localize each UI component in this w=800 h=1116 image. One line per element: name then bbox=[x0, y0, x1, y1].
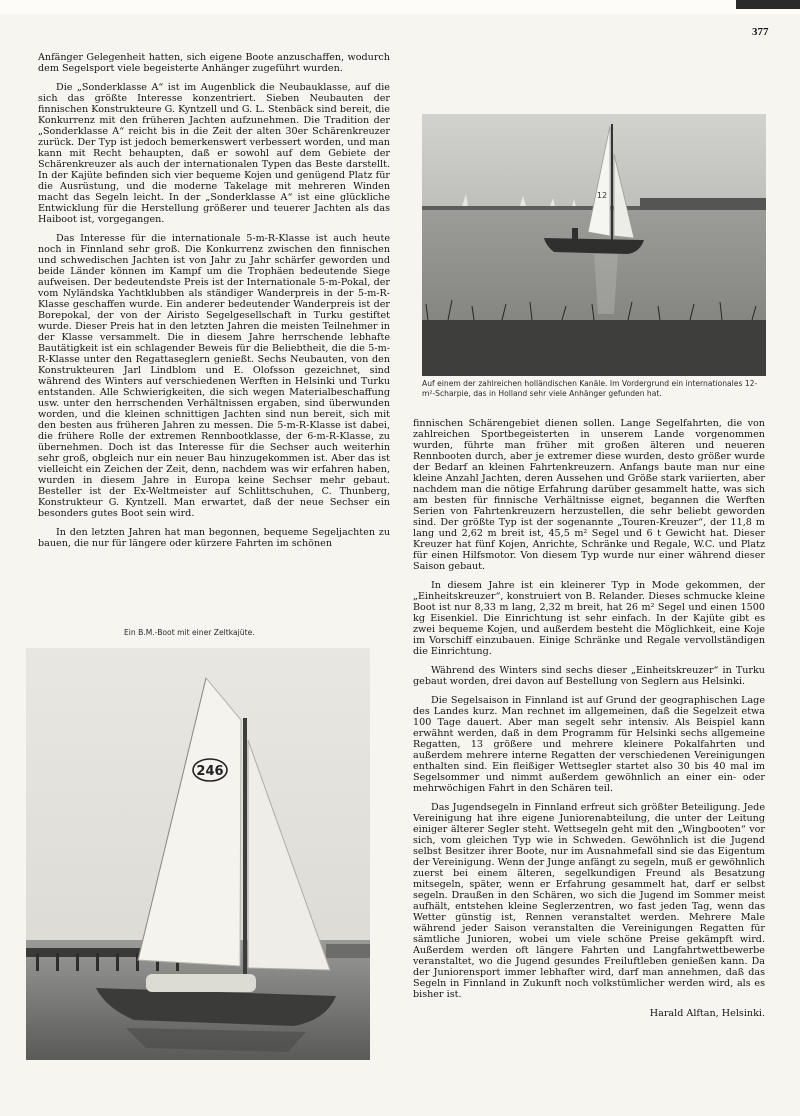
paragraph: Das Jugendsegeln in Finnland erfreut sich größter Beteiligung. Jede Vereinigung hat ihre eigene Juniorenabteilung, die unter der Leitung einiger älterer Segler steht. Wettsegeln geht mit den „Wingbooten“ vor sich, vom gleichen Typ wie in Schweden. Gewöhnlich ist die Jugend selbst Besitzer ihrer Boote, nur im Ausnahmefall sind sie das Eigentum der Vereinigung. Wenn der Junge anfängt zu segeln, muß er gewöhnlich zuerst bei einem älteren, segelkundigen Freund als Besatzung mitsegeln, später, wenn er Erfahrung gesammelt hat, darf er selbst segeln. Draußen in den Schären, wo sich die Jugend im Sommer meist aufhält, entstehen kleine Seglerzentren, wo fast jeden Tag, wenn das Wetter günstig ist, Rennen veranstaltet werden. Mehrere Male während jeder Saison veranstalten die Vereinigungen Regatten für sämtliche Junioren, wobei um viele schöne Preise gekämpft wird. Außerdem werden oft längere Fahrten und Langfahrtwettbewerbe veranstaltet, wo die Jugend gesundes Freiluftleben genießen kann. Da der Juniorensport immer lebhafter wird, darf man annehmen, daß das Segeln in Finnland in Zukunft noch volkstümlicher werden wird, als es bisher ist. bbox=[413, 802, 765, 1000]
paragraph: Das Interesse für die internationale 5-m-R-Klasse ist auch heute noch in Finnland sehr groß. Die Konkurrenz zwischen den finnischen und schwedischen Jachten ist von Jahr zu Jahr schärfer geworden und beide Länder können im Kampf um die Trophäen bedeutende Siege aufweisen. Der bedeutendste Preis ist der Internationale 5-m-Pokal, der vom Nyländska Yachtklubben als ständiger Wanderpreis in der 5-m-R-Klasse geschaffen wurde. Ein anderer bedeutender Wanderpreis ist der Borepokal, der von der Airisto Segelgesellschaft in Turku gestiftet wurde. Dieser Preis hat in den letzten Jahren die meisten Teilnehmer in der Klasse versammelt. Die in diesem Jahre herrschende lebhafte Bautätigkeit ist ein schlagender Beweis für die Beliebtheit, die die 5-m-R-Klasse unter den Regattaseglern genießt. Sechs Neubauten, von den Konstrukteuren Jarl Lindblom und E. Olofsson gezeichnet, sind während des Winters auf verschiedenen Werften in Helsinki und Turku entstanden. Alle Schwierigkeiten, die sich wegen Materialbeschaffung usw. unter den herrschenden Verhältnissen ergaben, sind überwunden worden, und die kleinen schnittigen Jachten sind nun bereit, sich mit den besten aus früheren Jahren zu messen. Die 5-m-R-Klasse ist dabei, die frühere Rolle der extremen Rennbootklasse, der 6-m-R-Klasse, zu übernehmen. Doch ist das Interesse für die Sechser auch weiterhin sehr groß, obgleich nur ein neuer Bau hinzugekommen ist. Aber das ist vielleicht ein Zeichen der Zeit, denn, nachdem was wir erfahren haben, wurden in diesem Jahre in Europa keine Sechser mehr gebaut. Besteller ist der Ex-Weltmeister auf Schlittschuhen, C. Thunberg, Konstrukteur G. Kyntzell. Man erwartet, daß der neue Sechser ein besonders gutes Boot sein wird. bbox=[38, 233, 390, 519]
canal-photo-right bbox=[422, 114, 766, 376]
canal-illustration bbox=[422, 114, 766, 376]
paragraph: In den letzten Jahren hat man begonnen, bequeme Segeljachten zu bauen, die nur für längere oder kürzere Fahrten im schönen bbox=[38, 527, 390, 549]
paragraph: Die Segelsaison in Finnland ist auf Grund der geographischen Lage des Landes kurz. Man rechnet im allgemeinen, daß die Segelzeit etwa 100 Tage dauert. Aber man segelt sehr intensiv. Als Beispiel kann erwähnt werden, daß in dem Programm für Helsinki sechs allgemeine Regatten, 13 größere und mehrere kleinere Pokalfahrten und außerdem mehrere interne Regatten der verschiedenen Vereinigungen enthalten sind. Ein fleißiger Wettsegler startet also 30 bis 40 mal im Segelsommer und nimmt außerdem gewöhnlich an einer ein- oder mehrwöchigen Fahrt in den Schären teil. bbox=[413, 695, 765, 794]
page-number: 377 bbox=[752, 26, 769, 38]
right-text-column bbox=[413, 418, 765, 1027]
photo-caption-right: Auf einem der zahlreichen holländischen Kanäle. Im Vordergrund ein internationales 12-m²-Scharpie, das in Holland sehr viele Anhänger gefunden hat. bbox=[422, 379, 758, 398]
sail-number-right: 12 bbox=[596, 191, 608, 200]
photo-caption-left: Ein B.M.-Boot mit einer Zeltkajüte. bbox=[124, 628, 255, 637]
sailboat-photo-left bbox=[26, 648, 370, 1060]
paragraph: Während des Winters sind sechs dieser „Einheitskreuzer“ in Turku gebaut worden, drei davon auf Bestellung von Seglern aus Helsinki. bbox=[413, 665, 765, 687]
paragraph: Die „Sonderklasse A“ ist im Augenblick die Neubauklasse, auf die sich das größte Interesse konzentriert. Sieben Neubauten der finnischen Konstrukteure G. Kyntzell und G. L. Stenbäck sind bereit, die Konkurrenz mit den früheren Jachten aufzunehmen. Die Tradition der „Sonderklasse A“ reicht bis in die Zeit der alten 30er Schärenkreuzer zurück. Der Typ ist jedoch bemerkenswert verbessert worden, und man kann mit Recht behaupten, daß er sowohl auf dem Gebiete der Schärenkreuzer als auch der internationalen Typen das Beste darstellt. In der Kajüte befinden sich vier bequeme Kojen und genügend Platz für die Ausrüstung, und die moderne Takelage mit mehreren Winden macht das Segeln leicht. In der „Sonderklasse A“ ist eine glückliche Entwicklung für die Herstellung größerer und teuerer Jachten als das Haiboot ist, vorgegangen. bbox=[38, 82, 390, 225]
sail-number-left: 246 bbox=[196, 764, 224, 779]
paragraph: In diesem Jahre ist ein kleinerer Typ in Mode gekommen, der „Einheitskreuzer“, konstruiert von B. Relander. Dieses schmucke kleine Boot ist nur 8,33 m lang, 2,32 m breit, hat 26 m² Segel und einen 1500 kg Eisenkiel. Die Einrichtung ist sehr einfach. In der Kajüte gibt es zwei bequeme Kojen, und außerdem besteht die Möglichkeit, eine Koje im Vorschiff einzubauen. Einige Schränke und Regale vervollständigen die Einrichtung. bbox=[413, 580, 765, 657]
page-top-edge bbox=[0, 0, 800, 14]
left-text-column bbox=[38, 52, 390, 557]
paragraph: finnischen Schärengebiet dienen sollen. Lange Segelfahrten, die von zahlreichen Sportbegeisterten in unserem Lande vorgenommen wurden, führte man früher mit großen älteren und neueren Rennbooten durch, aber je extremer diese wurden, desto größer wurde der Bedarf an kleinen Fahrtenkreuzern. Anfangs baute man nur eine kleine Anzahl Jachten, deren Aussehen und Größe stark variierten, aber nachdem man die nötige Erfahrung darüber gesammelt hatte, was sich am besten für finnische Verhältnisse eignet, begannen die Werften Serien von Fahrtenkreuzern herzustellen, die sehr beliebt geworden sind. Der größte Typ ist der sogenannte „Touren-Kreuzer“, der 11,8 m lang und 2,62 m breit ist, 45,5 m² Segel und 6 t Gewicht hat. Dieser Kreuzer hat fünf Kojen, Anrichte, Schränke und Regale, W.C. und Platz für einen Hilfsmotor. Von diesem Typ wurde nur einer während dieser Saison gebaut. bbox=[413, 418, 765, 572]
author-signature: Harald Alftan, Helsinki. bbox=[649, 1008, 765, 1019]
paragraph: Anfänger Gelegenheit hatten, sich eigene Boote anzuschaffen, wodurch dem Segelsport viele begeisterte Anhänger zugeführt wurden. bbox=[38, 52, 390, 74]
sailboat-illustration bbox=[26, 648, 370, 1060]
page-top-mark bbox=[736, 0, 800, 9]
